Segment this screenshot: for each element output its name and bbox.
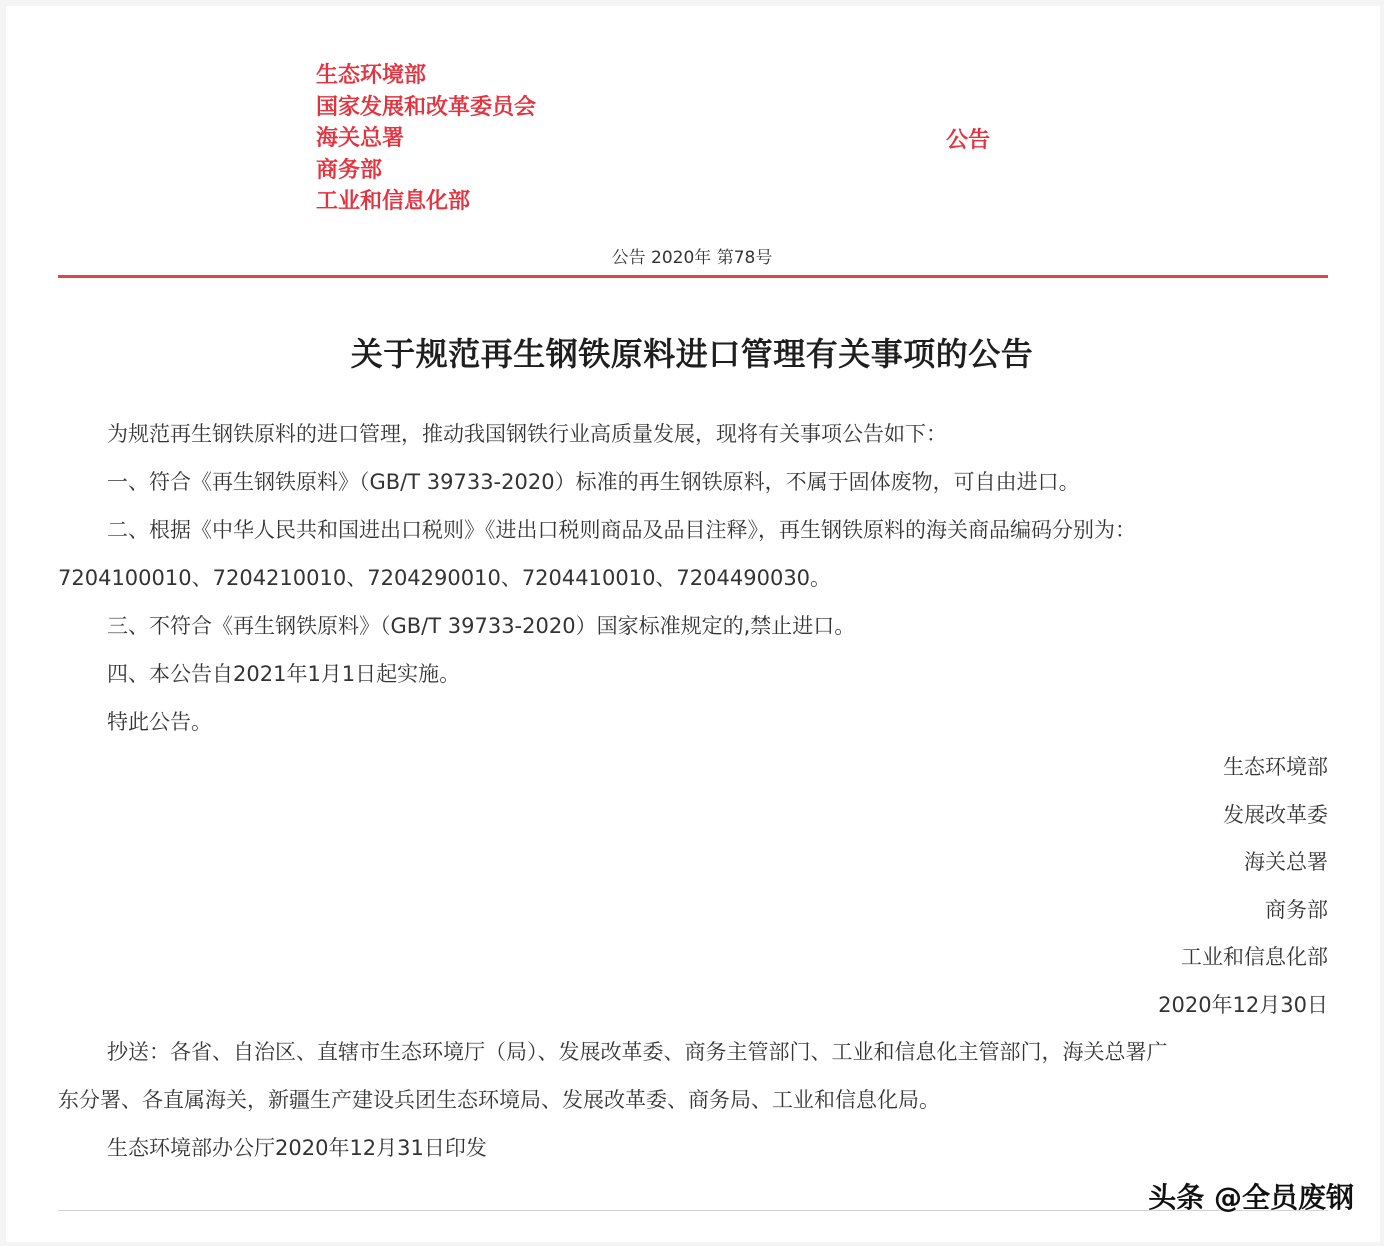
cc-block xyxy=(58,1028,1330,1172)
item-3: 三、不符合《再生钢铁原料》（GB/T 39733-2020）国家标准规定的,禁止进口。 xyxy=(107,614,856,638)
signer: 生态环境部 xyxy=(1223,755,1328,779)
signer: 工业和信息化部 xyxy=(1181,945,1328,969)
issuer-line: 生态环境部 xyxy=(316,63,427,88)
issuer-line: 商务部 xyxy=(316,157,383,183)
bottom-divider xyxy=(58,1210,1328,1211)
signer: 商务部 xyxy=(1265,897,1328,922)
red-divider xyxy=(58,275,1328,278)
signer: 海关总署 xyxy=(1244,850,1328,874)
signature-date: 2020年12月30日 xyxy=(1158,992,1328,1017)
closing-line: 特此公告。 xyxy=(107,710,212,734)
document-number: 公告 2020年 第78号 xyxy=(611,248,773,268)
item-1: 一、符合《再生钢铁原料》（GB/T 39733-2020）标准的再生钢铁原料，不属于固体废物，可自由进口。 xyxy=(107,470,1080,494)
cc-line: 抄送：各省、自治区、直辖市生态环境厅（局）、发展改革委、商务主管部门、工业和信息化主管部门，海关总署广 xyxy=(107,1040,1168,1064)
issuer-line: 国家发展和改革委员会 xyxy=(316,94,537,120)
issuer-line: 海关总署 xyxy=(316,126,405,151)
intro-paragraph: 为规范再生钢铁原料的进口管理，推动我国钢铁行业高质量发展，现将有关事项公告如下： xyxy=(107,422,947,446)
issuing-agencies xyxy=(316,60,736,218)
signer: 发展改革委 xyxy=(1223,802,1328,827)
item-4: 四、本公告自2021年1月1日起实施。 xyxy=(107,662,461,686)
watermark: 头条 @全员废钢 xyxy=(1148,1181,1354,1214)
document-body xyxy=(58,410,1330,746)
cc-line: 东分署、各直属海关，新疆生产建设兵团生态环境局、发展改革委、商务局、工业和信息化局。 xyxy=(58,1088,940,1112)
signature-block xyxy=(1158,744,1328,1029)
issuer-line: 工业和信息化部 xyxy=(316,189,471,214)
printed-by: 生态环境部办公厅2020年12月31日印发 xyxy=(107,1136,487,1160)
item-2-codes: 7204100010、7204210010、7204290010、7204410010、7204490030。 xyxy=(58,566,832,590)
document-title: 关于规范再生钢铁原料进口管理有关事项的公告 xyxy=(350,335,1034,373)
notice-label: 公告 xyxy=(946,128,991,153)
item-2: 二、根据《中华人民共和国进出口税则》《进出口税则商品及品目注释》，再生钢铁原料的海关商品编码分别为： xyxy=(107,518,1136,542)
